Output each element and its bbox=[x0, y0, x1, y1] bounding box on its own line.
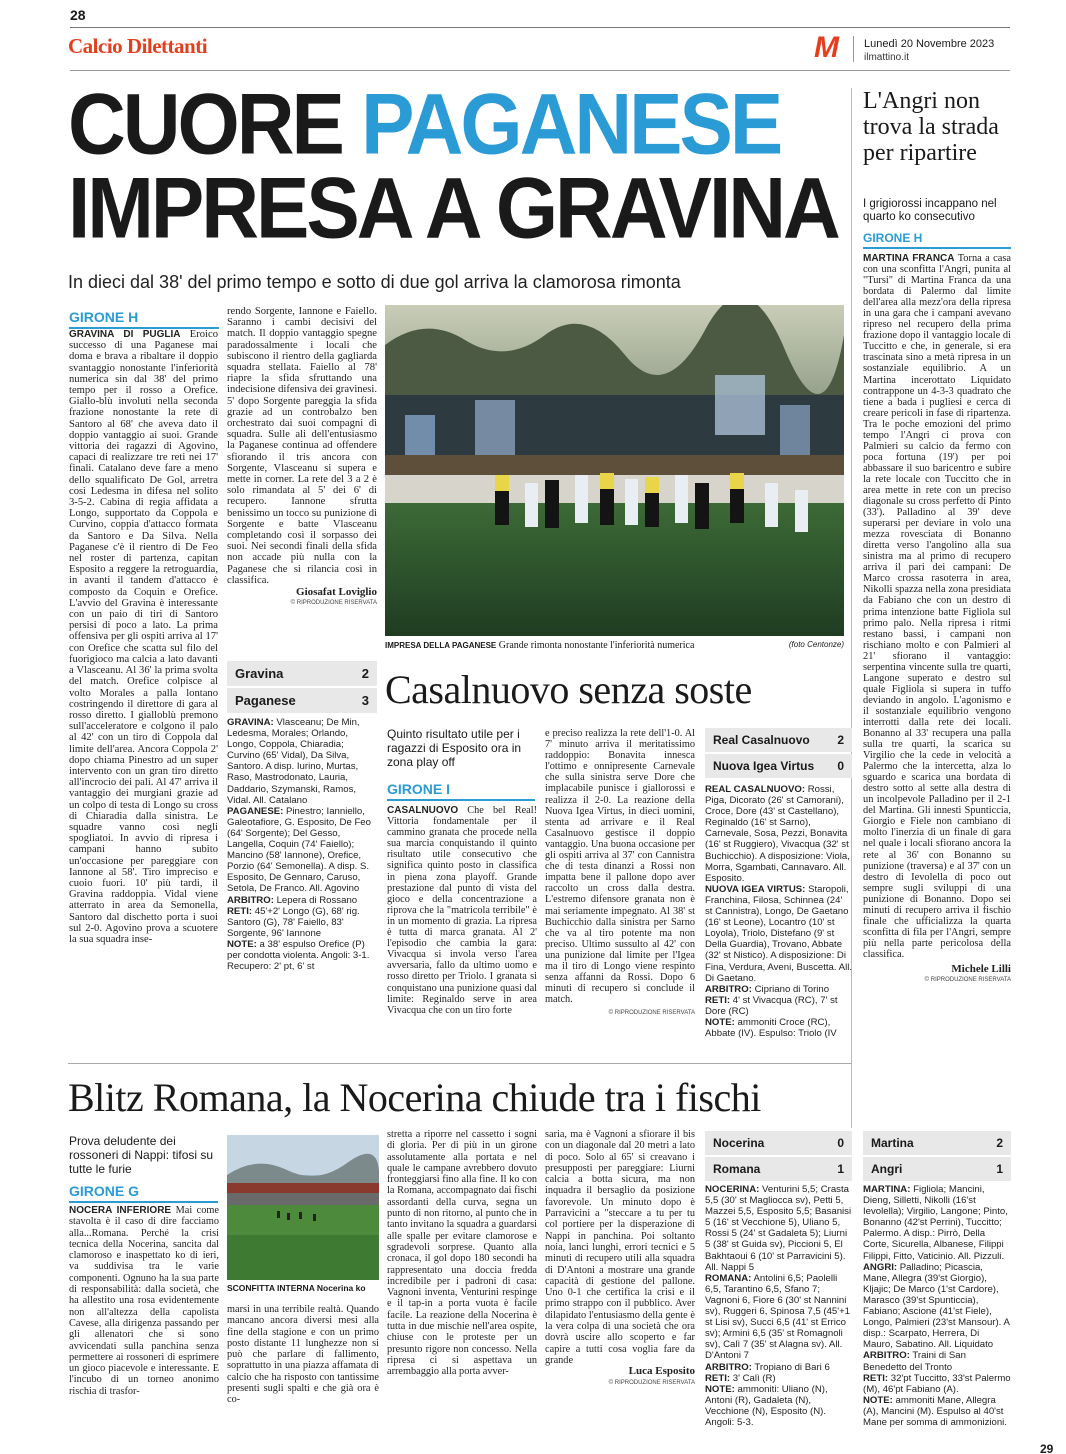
tab-row: NOCERINA: Venturini 5,5; Crasta 5,5 (30' st Magliocca sv), Petti 5, Mazzei 5,5, Esposito 5,5; Basanisi 5 (16' st Vecchione 5), Uliano 5, Rossi 5 (24' st Gadaleta 5); Liurni 5 (38' st Guida sv), Piccioni 5, El Bakhtaoui 6 (10' st Parravicini 5). All. Nappi 5 bbox=[705, 1184, 852, 1273]
tab-row: ANGRI: Palladino; Picascia, Mane, Allegra (39'st Giorgio), Kljajic; De Marco (1'st Cardore), Marasco (39'st Spunticcia), Fabiano; Ascione (41'st Fiele), Longo, Palmieri (23'st Mansour). A disp.: Scarpato, Herrera, Di Mauro, Sabatino. All. Liquidato bbox=[863, 1261, 1010, 1351]
angri-girone: GIRONE H bbox=[863, 231, 1011, 249]
masthead-rule-top bbox=[70, 27, 1010, 28]
nocerina-text-2: marsi in una terribile realtà. Quando mancano ancora diversi mesi alla fine della stagione e con un primo posto distante 11 lunghezze non si può che parlare di fallimento, soprattutto in una piazza affamata di calcio che ha risposto con tantissime presenti sugli spalti e che già ora è co- bbox=[227, 1304, 379, 1406]
tab-row: ARBITRO: Tropiano di Bari 6 bbox=[705, 1361, 830, 1373]
score-row-gravina: Gravina 2 bbox=[227, 661, 377, 686]
tab-row: ARBITRO: Cipriano di Torino bbox=[705, 983, 830, 995]
nocerina-girone: GIRONE G bbox=[69, 1183, 218, 1203]
angri-scoreboard bbox=[863, 1131, 1011, 1183]
angri-title: L'Angri non trova la strada per ripartire bbox=[863, 88, 999, 166]
score-row-paganese: Paganese 3 bbox=[227, 688, 377, 713]
gravina-col-2 bbox=[227, 306, 377, 609]
nocerina-scoreboard bbox=[705, 1131, 852, 1183]
nocerina-title: Blitz Romana, la Nocerina chiude tra i fischi bbox=[68, 1075, 761, 1120]
tab-row: REAL CASALNUOVO: Rossi, Piga, Dicorato (26' st Camorani), Croce, Dore (43' st Castellano), Reginaldo (16' st Sarno), Carnevale, Sosa, Pezzi, Bonavita (16' st Ruggiero), Vivacqua (32' st Buchicchio). A disposizione: Viola, Morra, Sgambati, Cannavaro. All. Esposito. bbox=[705, 784, 850, 884]
gravina-author: Giosafat Loviglio bbox=[296, 586, 377, 599]
score-row-romana: Romana 1 bbox=[705, 1157, 852, 1181]
main-headline bbox=[68, 75, 838, 256]
headline-line-2: IMPRESA A GRAVINA bbox=[68, 159, 838, 256]
angri-subtitle: I grigiorossi incappano nel quarto ko consecutivo bbox=[863, 198, 997, 223]
casalnuovo-text-1: Che bel Real! Vittoria fondamentale per il cammino granata che procede nella sua marcia conquistando il quinto risultato utile consecutivo che significa quinto posto in classifica in piena zona playoff. Grande prestazione dal punto di vista del gioco e della concentrazione a riprova che la "matricola terribile" è in un momento di grazia. La ripresa è tutta di marca granata. Al 2' l'episodio che cambia la gara: Vivacqua si invola verso l'area avversaria, fallo da ultimo uomo e rosso diretto per Triolo. I granata si conquistano una punizione quasi dal limite: Reginaldo serve in area Vivacqua che con un tiro forte bbox=[387, 805, 537, 1016]
masthead-rule bbox=[70, 70, 1010, 71]
nocerina-stadium-image bbox=[227, 1135, 379, 1280]
score-row-martina: Martina 2 bbox=[863, 1131, 1011, 1155]
nocerina-tabellino bbox=[705, 1184, 852, 1428]
angri-tabellino bbox=[863, 1184, 1011, 1428]
newspaper-logo: M bbox=[814, 31, 839, 64]
score-row-nuova-igea: Nuova Igea Virtus 0 bbox=[705, 754, 852, 778]
tab-row: NOTE: a 38' espulso Orefice (P) per condotta violenta. Angoli: 3-1. Recupero: 2' pt, 6' st bbox=[227, 938, 370, 973]
casalnuovo-title: Casalnuovo senza soste bbox=[385, 667, 752, 712]
section-title: Calcio Dilettanti bbox=[68, 34, 208, 58]
nocerina-photo-caption: SCONFITTA INTERNA Nocerina ko bbox=[227, 1283, 366, 1293]
tab-row: NOTE: ammoniti: Uliano (N), Antoni (R), Gadaleta (N), Vecchione (N), Esposito (N). Angoli: 5-3. bbox=[705, 1383, 828, 1428]
nocerina-col-2 bbox=[227, 1304, 379, 1406]
nocerina-col-4 bbox=[545, 1129, 695, 1389]
next-page-number: 29 bbox=[1040, 1442, 1054, 1454]
nocerina-rights: © RIPRODUZIONE RISERVATA bbox=[608, 1379, 695, 1386]
tab-row: RETI: 3' Calì (R) bbox=[705, 1372, 776, 1384]
nocerina-subtitle: Prova deludente dei rossoneri di Nappi: tifosi su tutte le furie bbox=[69, 1134, 214, 1176]
nocerina-lead: NOCERA INFERIORE bbox=[69, 1205, 172, 1216]
casalnuovo-lead: CASALNUOVO bbox=[387, 805, 459, 816]
nocerina-text-4: saria, ma è Vagnoni a sfiorare il bis con un diagonale dal 20 metri a lato di poco. Solo al 65' si creavano i presupposti per pareggiare: Liurni calcia a botta sicura, ma non inquadra il bersaglio da posizione favorevole. Un minuto dopo è Parravicini a "steccare a tu per tu col portiere per la disperazione di Nappi in panchina. Poi soltanto noia, lanci lunghi, errori tecnici e 5 minuti di recupero utili alla squadra di D'Antoni a mostrare una grande capacità di gestione del pallone. Uno 0-1 che certifica la crisi e il primo strappo con il pubblico. Aver dilapidato l'entusiasmo della gente è la vera colpa di una società che ora dovrà uscire allo scoperto e far capire a tutti cosa voglia fare da grande bbox=[545, 1129, 695, 1366]
gravina-tabellino bbox=[227, 717, 377, 972]
gravina-text-2: rendo Sorgente, Iannone e Faiello. Saranno i cambi decisivi del match. Il doppio vantaggio spegne paradossalmente i locali che subiscono il rientro della gagliarda squadra stellata. Faiello al 78' riapre la sfida sfruttando una indecisione difensiva dei gravinesi. 5' dopo Sorgente pareggia la sfida grazie ad un controbalzo ben orchestrato dai suoi compagni di squadra. Sulle ali dell'entusiasmo la Paganese continua ad offendere sfiorando il tris ancora con Sorgente, Vlasceanu si supera e mette in corner. La rete del 3 a 2 è solo rimandata al 5' dei 6' di recupero. Iannone sfrutta benissimo un tocco su punizione di Sorgente e batte Vlasceanu completando così il sorpasso dei suoi. Nei secondi finali della sfida non accade più nulla con la Paganese che si rilancia così in classifica. bbox=[227, 306, 377, 586]
gravina-rights: © RIPRODUZIONE RISERVATA bbox=[290, 600, 377, 607]
score-row-real-casalnuovo: Real Casalnuovo 2 bbox=[705, 728, 852, 752]
tab-row: RETI: 32'pt Tuccitto, 33'st Palermo (M), 46'pt Fabiano (A). bbox=[863, 1372, 1011, 1395]
nocerina-author: Luca Esposito bbox=[628, 1365, 695, 1378]
angri-rights: © RIPRODUZIONE RISERVATA bbox=[924, 977, 1011, 984]
photo-caption-lead: IMPRESA DELLA PAGANESE bbox=[385, 641, 497, 650]
angri-lead: MARTINA FRANCA bbox=[863, 253, 955, 264]
casalnuovo-scoreboard bbox=[705, 728, 852, 780]
photo-caption-text: Grande rimonta nonostante l'inferiorità numerica bbox=[498, 640, 695, 651]
issue-date: Lunedì 20 Novembre 2023 bbox=[864, 38, 995, 50]
tab-row: RETI: 45'+2' Longo (G), 68' rig. Santoro (G), 78' Faiello, 83' Sorgente, 96' Iannone bbox=[227, 905, 360, 939]
stadium-scene-image bbox=[385, 305, 844, 636]
casalnuovo-tabellino bbox=[705, 784, 852, 1039]
gravina-col-1 bbox=[69, 329, 218, 945]
angri-text: Torna a casa con una sconfitta l'Angri, punita al "Tursi" di Martina Franca da una bordata di Palermo dal limite dell'area alla mezz'ora della ripresa in una gara che i campani avevano ripreso nel recupero della prima frazione dopo il vantaggio locale di Tuccitto e che, in generale, si era trascinata sino a metà ripresa in un sostanziale equilibrio. A un Martina incerottato Liquidato contrappone un 4-3-3 quadrato che tiene a bada i pugliesi e cerca di creare pericoli in fase di ripartenza. Tra le poche emozioni del primo tempo l'Angri ci prova con Palmieri su calcio da fermo con poca fortuna (19') per poi abbassare il suo baricentro e subire la rete locale con Tuccitto che in area mette in rete con un preciso diagonale su cross perfetto di Pinto (33'). Palladino al 39' deve superarsi per deviare in volo una mezza rovesciata di Bonanno diretta verso l'angolino alla sua sinistra ma al primo di recupero arriva il pari dei campani: De Marco crossa rasoterra in area, Nikolli spazza nella zona presidiata da Fabiano che con un destro di prima intenzione batte Figliola sul primo palo. Nella ripresa i ritmi restano bassi, i campani non rischiano molto e con Palmieri al 21' sfiorano il vantaggio: serpentina vincente sulla tre quarti, Langone superato e destro sul quale Figliola si supera in tuffo deviando in angolo. L'agonismo e il sostanziale equilibrio vengono interrotti dalla rete dei locali. Bonanno al 33' recupera una palla sulla tre quarti, la scarica su Virgilio che la cede in velocità a Palermo che la intercetta, alza lo sguardo e scarica una bordata di destro sotto al sette alla destra di un incolpevole Palladino per il 2-1 del Martina. Gli innesti Spunticcia, Giorgio e Fiele non cambiano di molto l'inerzia di un finale di gara nel quale i locali sfiorano ancora la rete al 36' con Bonanno su punizione (traversa) e al 37' con un destro di Ievolella di poco out sempre sugli sviluppi di una punizione di Bonanno. Dopo sei minuti di recupero arriva il fischio finale che ufficializza la quarta sconfitta di fila per l'Angri, sempre più nella parte pericolosa della classifica. bbox=[863, 253, 1011, 960]
angri-author: Michele Lilli bbox=[951, 963, 1011, 975]
nocerina-text-3: stretta a riporre nel cassetto i sogni di gloria. Per di più in un girone assolutamente alla portata e nel quale le campane avrebbero dovuto fronteggiarsi fino alla fine. Il ko con la Romana, accompagnato dai fischi assordanti della curva, segna un punto di non ritorno, al punto che in tanto invitano la squadra a guardarsi alle spalle per evitare clamorose e sgradevoli sorprese. Quanto alla cronaca, il gol dopo 180 secondi ha rappresentato una doccia fredda incredibile per i padroni di casa: Vagnoni inventa, Venturini respinge e il tap-in a porta vuota è facile facile. La reazione della Nocerina è tutta in due mischie nell'area ospite, chiuse con le proteste per un presunto rigore non concesso. Nella ripresa ci si aspettava un arrembaggio alla porta avver- bbox=[387, 1129, 537, 1378]
tab-row: ROMANA: Antolini 6,5; Paolelli 6,5, Tarantino 6,5, Sfano 7; Vagnoni 6, Fiore 6 (30' st Nannini sv), Ruggeri 6, Spinosa 7,5 (45'+1 st Lisi sv), Succi 6,5 (41' st Errico sv); Armini 6,5 (35' st Romagnoli sv), Calì 7 (35' st Alagna sv). All. D'Antoni 7 bbox=[705, 1272, 851, 1362]
logo-divider bbox=[853, 36, 854, 62]
gravina-lead: GRAVINA DI PUGLIA bbox=[69, 329, 181, 340]
casalnuovo-text-2: e preciso realizza la rete dell'1-0. Al 7' minuto arriva il meritatissimo raddoppio: Bonavita innesca l'ottimo e onnipresente Carnevale che sulla sinistra serve Dore che implacabile punisce i giallorossi e realizza il 2-0. La reazione della Nuova Igea Virtus, in dieci uomini, stenta ad arrivare e il Real Casalnuovo gestisce il doppio vantaggio. Una buona occasione per gli ospiti arriva al 37' con Cannistra che di testa dinanzi a Rossi non impatta bene il pallone dopo aver raccolto un cross dalla destra. L'estremo difensore granata non è mai seriamente impegnato. Al 38' st Buchicchio dalla sinistra per Sarno che va al tiro potente ma non preciso. Ultimo sussulto al 42' con una punizione dal limite per l'Igea ma il tiro di Longo viene respinto senza affanni da Rossi. Dopo 6 minuti di recupero si conclude il match. bbox=[545, 728, 695, 1006]
main-subheadline: In dieci dal 38' del primo tempo e sotto di due gol arriva la clamorosa rimonta bbox=[68, 272, 681, 292]
casalnuovo-rights: © RIPRODUZIONE RISERVATA bbox=[608, 1010, 695, 1017]
tab-row: NOTE: ammoniti Mane, Allegra (A), Mancini (M). Espulso al 40'st Mane per somma di ammonizioni. bbox=[863, 1394, 1007, 1428]
page-number: 28 bbox=[70, 7, 86, 23]
match-photo bbox=[385, 305, 844, 636]
gravina-scoreboard bbox=[227, 661, 377, 715]
casalnuovo-subtitle: Quinto risultato utile per i ragazzi di Esposito ora in zona play off bbox=[387, 727, 522, 769]
photo-credit: (foto Centonze) bbox=[788, 640, 844, 649]
tab-row: NUOVA IGEA VIRTUS: Staropoli, Franchina, Filosa, Schinnea (24' st Cannistra), Longo, De Gaetano (16' st Leone), Locantro (10' st Loyola), Triolo, Distefano (9' st Della Guardia), Trovano, Abbate (32' st Nistico). A disposizione: Di Fina, Verdura, Aveni, Buscetta. All. Di Gaetano. bbox=[705, 883, 853, 984]
site-url: ilmattino.it bbox=[864, 52, 910, 63]
gravina-girone: GIRONE H bbox=[69, 309, 219, 329]
tab-row: RETI: 4' st Vivacqua (RC), 7' st Dore (RC) bbox=[705, 994, 838, 1017]
score-row-angri: Angri 1 bbox=[863, 1157, 1011, 1181]
gravina-text-1: Eroico successo di una Paganese mai doma e brava a ribaltare il doppio svantaggio nonostante l'inferiorità numerica sin dal 38' del primo tempo per il rosso a Orefice. Giallo-blù involuti nella seconda frazione nonostante la rete di Santoro al 68' che aveva dato il doppio vantaggio ai suoi. Grande vittoria dei ragazzi di Agovino, capaci di realizzare tre reti nei 17' finali. Catalano deve fare a meno dello squalificato De Gol, arretra così Ledesma in difesa nel solito 3-5-2. Cabina di regia affidata a Longo, supportato da Coppola e Curvino, coppia d'attacco formata da Santoro e Da Silva. Nella Paganese c'è il rientro di De Feo nel roster di partenza, capitan Esposito a reggere la retroguardia, in avanti il tandem d'attacco è composto da Coquin e Orefice. L'avvio del Gravina è interessante con un paio di tiri di Santoro persisi di poco a lato. La prima offensiva per gli ospiti arriva al 17' con Orefice che scatta sul filo del fuorigioco ma calcia a lato davanti a Vlasceanu. Al 36' la prima svolta del match. Orefice colpisce al volto Morales a palla lontano costringendo il direttore di gara al rosso diretto. I gialloblù premono sull'acceleratore e colgono il palo al 42' con un tiro di Coppola dal limite dell'area. Ancora Coppola 2' dopo chiama Pinestro ad un super intervento con un gran tiro diretto all'incrocio dei pali. Al 47' arriva il vantaggio dei murgiani grazie ad un colpo di testa di Longo su cross di Chiaradia dalla sinistra. Le squadre vanno così negli spogliatoi. In avvio di ripresa i campani hanno subito un'occasione per pareggiare con Iannone al 58'. Tiro impreciso e cuoio fuori. 10' più tardi, il Gravina raddoppia. Vidal viene atterrato in area da Semonella, Santoro dal dischetto porta i suoi sul 2-0. Agovino prova a scuotere la sua squadra inse- bbox=[69, 329, 218, 945]
photo-caption bbox=[385, 640, 844, 651]
nocerina-col-3 bbox=[387, 1129, 537, 1378]
angri-body bbox=[863, 253, 1011, 986]
nocerina-photo bbox=[227, 1135, 379, 1280]
casalnuovo-col-1 bbox=[387, 805, 537, 1016]
tab-row: ARBITRO: Traini di San Benedetto del Tronto bbox=[863, 1350, 966, 1373]
tab-row: MARTINA: Figliola; Mancini, Dieng, Silletti, Nikolli (16'st Ievolella); Virgilio, Langone; Pinto, Bonanno (42'st Perrini), Tuccitto; Palermo. A disp.: Pirrò, Della Corte, Sicurella, Albanese, Filippi Filippi, Fitto, Vaticinio. All. Pizzuli. bbox=[863, 1184, 1008, 1262]
score-row-nocerina: Nocerina 0 bbox=[705, 1131, 852, 1155]
nocerina-text-1: Mai come stavolta è il caso di dire facciamo alla...Romana. Perché la crisi tecnica della Nocerina, sancita dal clamoroso e inaspettato ko di ieri, va suddivisa tra le varie componenti. Ognuno ha la sua parte di responsabilità: dalla società, che ha allestito una rosa evidentemente non all'altezza della capolista Cavese, alla dirigenza passando per gli allenatori che si sono avvicendati sulla panchina senza permettere ai rossoneri di esprimere un gioco piacevole e interessante. E l'incubo di un torneo anonimo rischia di trasfor- bbox=[69, 1205, 219, 1397]
tab-row: PAGANESE: Pinestro; Ianniello, Galeotafiore, G. Esposito, De Feo (64' Sorgente); Del Gesso, Langella, Coquin (74' Faiello); Mancino (58' Iannone), Orefice, Porzio (64' Semonella). A disp. S. Esposito, De Gennaro, Caruso, Setola, De Franco. All. Agovino bbox=[227, 805, 371, 895]
casalnuovo-girone: GIRONE I bbox=[387, 781, 535, 801]
tab-row: NOTE: ammoniti Croce (RC), Abbate (IV). Espulso: Triolo (IV bbox=[705, 1016, 837, 1040]
headline-word-cuore: CUORE bbox=[68, 75, 342, 172]
tab-row: GRAVINA: Vlasceanu; De Min, Ledesma, Morales; Orlando, Longo, Coppola, Chiaradia; Curvino (65' Vidal), Da Silva, Santoro. A disp. Iurino, Murtas, Raso, Mastrodonato, Lauria, Daddario, Szymanski, Ramos, Vidal. All. Catalano bbox=[227, 717, 360, 806]
nocerina-col-1 bbox=[69, 1205, 219, 1397]
tab-row: ARBITRO: Lepera di Rossano bbox=[227, 894, 358, 906]
headline-word-paganese: PAGANESE bbox=[361, 75, 781, 172]
casalnuovo-col-2 bbox=[545, 728, 695, 1019]
section-divider bbox=[68, 1063, 851, 1064]
